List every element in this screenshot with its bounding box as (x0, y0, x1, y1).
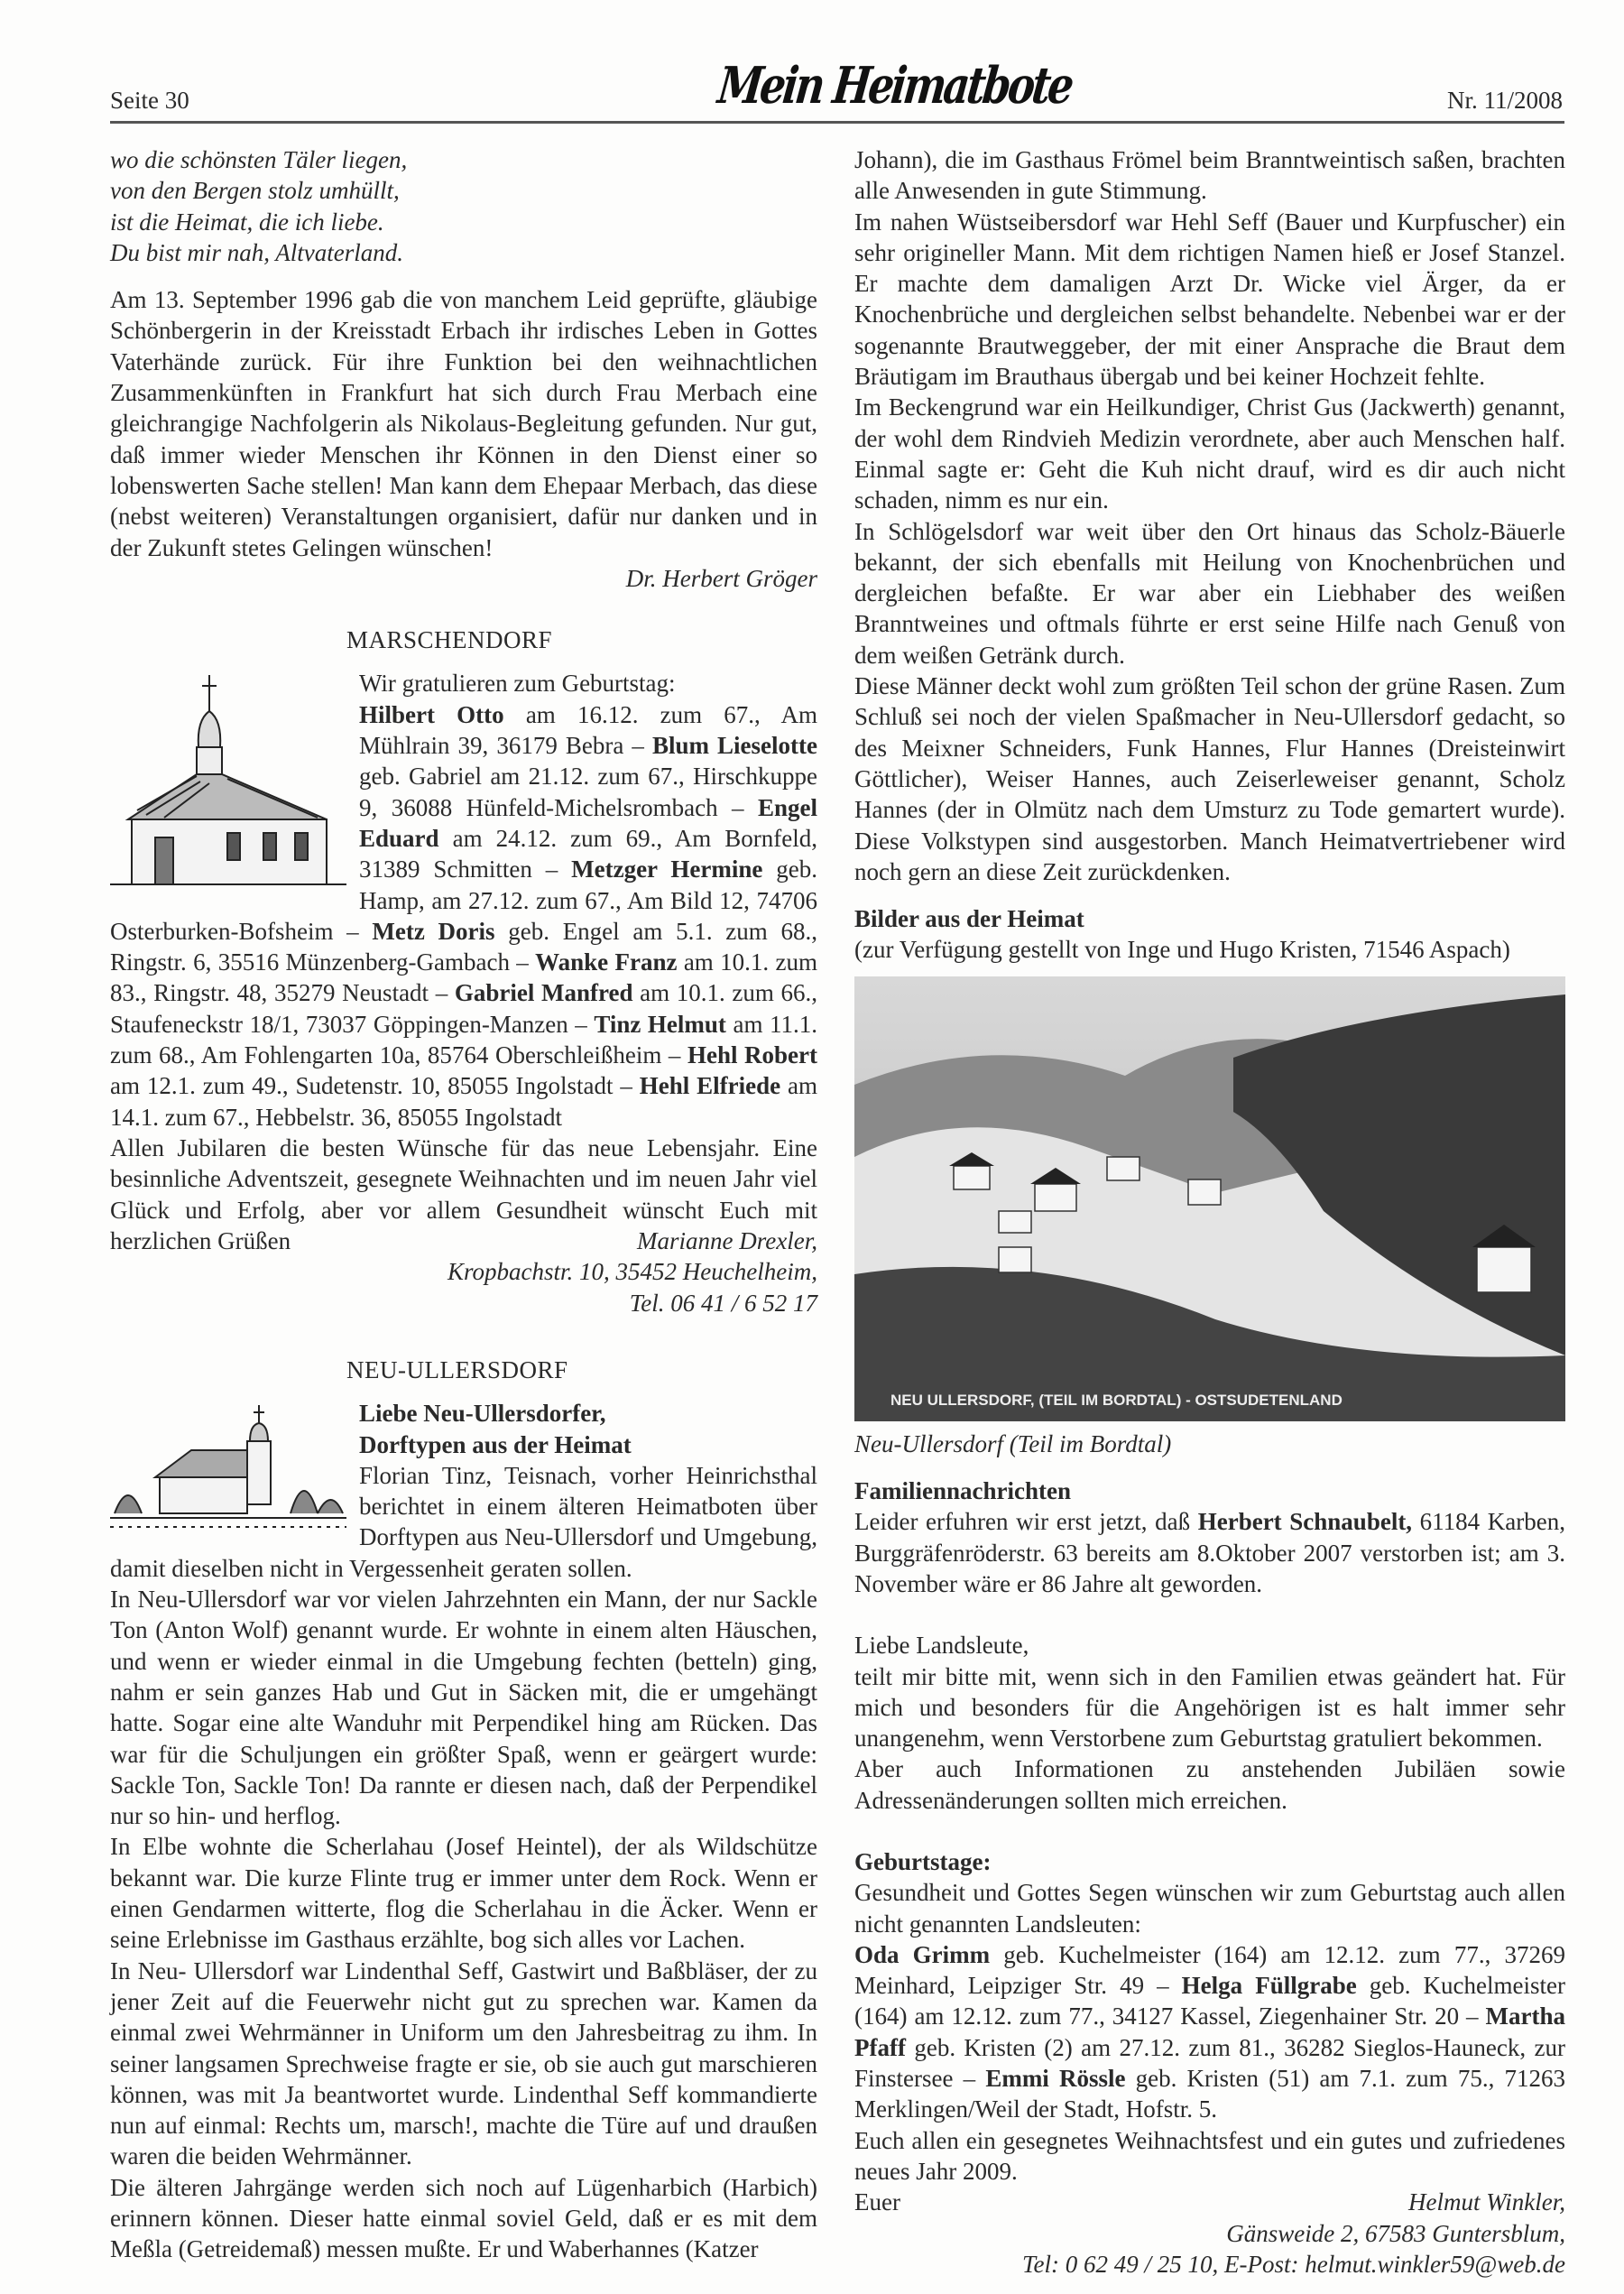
page-number: Seite 30 (110, 87, 189, 114)
paragraph (854, 671, 1565, 887)
issue-number: Nr. 11/2008 (1447, 87, 1563, 114)
text-run: am 12.1. zum 49., Sudetenstr. 10, 85055 Ingolstadt – (110, 1072, 640, 1100)
church-illustration (110, 675, 346, 892)
person-name: Tinz Helmut (594, 1010, 726, 1038)
text-run: In Schlögelsdorf war weit über den Ort hinaus das Scholz-Bäuerle bekannt, der sich ebenfalls mit Heilung von Knochenbrüchen und dergleichen befaßte. Er war aber ein Liebhaber des weißen Branntweines und oftmals führte er erst seine Hilfe nach Genuß von dem weißen Getränk durch. (854, 517, 1565, 669)
text-run: Euch allen ein gesegnetes Weihnachtsfest und ein gutes und zufriedenes neues Jahr 2009. (854, 2126, 1565, 2185)
text-run: geb. Kristen (2) am 27.12. zum 81., 36282 Sieglos-Hauneck, zur Finstersee – (854, 2033, 1565, 2093)
text-run: In Neu-Ullersdorf war vor vielen Jahrzehnten ein Mann, der nur Sackle Ton (Anton Wolf) genannt wurde. Er wohnte in einem alten Häuschen, und wenn er wieder einmal in die Umgebung fechten (betteln) ging, nahm er sein ganzes Hab und Gut in Säcken mit, die er umgehängt hatte. Sogar eine alte Wanduhr mit Perpendikel hing am Rücken. Das war für die Schuljungen ein größter Spaß, wenn er geärgert wurde: Sackle Ton, Sackle Ton! Da rannte er diesen nach, daß der Perpendikel nur so hin- und herflog. (110, 1586, 817, 1830)
text-run: In Elbe wohnte die Scherlahau (Josef Heintel), der als Wildschütze bekannt war. Die kurze Flinte trug er immer unter dem Rock. Wenn er einen Gendarmen witterte, flog die Scherlahau in die Äcker. Wenn er seine Erlebnisse im Gasthaus erzählte, bog sich alles vor Lachen. (110, 1833, 817, 1954)
text-run: Aber auch Informationen zu anstehenden Jubiläen sowie Adressenänderungen sollten mich erreichen. (854, 1755, 1565, 1814)
person-name: Wanke Franz (535, 948, 678, 976)
text-run: Im Beckengrund war ein Heilkundiger, Christ Gus (Jackwerth) genannt, der wohl dem Rindvieh Medizin verordnete, aber auch Menschen half. Einmal sagte er: Geht die Kuh nicht drauf, wird es dir auch nicht schaden, nimm es nur ein. (854, 393, 1565, 514)
text-run: Johann), die im Gasthaus Frömel beim Branntweintisch saßen, brachten alle Anwesenden in gute Stimmung. (854, 146, 1565, 205)
pictures-credit: (zur Verfügung gestellt von Inge und Hugo Kristen, 71546 Aspach) (854, 936, 1510, 964)
text-run: geb. Gabriel am 21.12. zum 67., Hirschkuppe 9, 36088 Hünfeld-Michelsrombach – (359, 763, 817, 821)
person-name: Metz Doris (372, 917, 495, 945)
poem (110, 144, 817, 268)
text-run: geb. Engel am 5.1. zum 68., Ringstr. 6, 35516 Münzenberg-Gambach – (110, 917, 817, 976)
signature-address: Gänsweide 2, 67583 Guntersblum, (1226, 2219, 1565, 2247)
left-column (110, 144, 817, 2265)
text-run: 61184 Karben, Burggräfenröderstr. 63 bereits am 8.Oktober 2007 verstorben ist; am 3. November wäre er 86 Jahre alt geworden. (854, 1508, 1565, 1597)
header-rule (110, 121, 1564, 124)
person-name: Oda Grimm (854, 1940, 991, 1968)
person-name: Hehl Elfriede (639, 1072, 781, 1100)
text-run: Diese Männer deckt wohl zum größten Teil schon der grüne Rasen. Zum Schluß sei noch der vielen Spaßmacher in Neu-Ullersdorf gedacht, so des Meixner Schneiders, Funk Hannes, Flur Hannes (Dreisteinwirt Göttlicher), Weiser Hannes, auch Zeiserleweiser genannt, Scholz Hannes (der in Olmütz nach dem Umsturz zu Tode gemartert wurde). Diese Volkstypen sind ausgestorben. Manch Heimatvertriebener wird noch gern an diese Zeit zurückdenken. (854, 672, 1565, 885)
text-run: geb. Hamp, am 27.12. zum 67., Am Bild 12, 74706 Osterburken-Bofsheim – (110, 856, 817, 945)
text-run: Wir gratulieren zum Geburtstag: (359, 670, 676, 698)
text-run: teilt mir bitte mit, wenn sich in den Familien etwas geändert hat. Für mich und besonders für die Angehörigen ist es halt immer sehr unangenehm, wenn Verstorbene zum Geburtstag gratuliert bekommen. (854, 1662, 1565, 1753)
person-name: Hehl Robert (687, 1041, 817, 1069)
person-name: Hilbert Otto (359, 700, 504, 728)
text-run: am 10.1. zum 66., Staufeneckstr 18/1, 73037 Göppingen-Manzen – (110, 979, 817, 1038)
signature-name: Marianne Drexler, (637, 1227, 817, 1255)
article-title: Liebe Neu-Ullersdorfer, (359, 1400, 606, 1428)
paragraph (854, 207, 1565, 393)
photo-label: NEU ULLERSDORF, (TEIL IM BORDTAL) - OSTSUDETENLAND (890, 1391, 1343, 1409)
family-news-heading: Familiennachrichten (854, 1477, 1071, 1505)
text-run: am 10.1. zum 83., Ringstr. 48, 35279 Neustadt – (110, 948, 817, 1007)
article-title: Dorftypen aus der Heimat (359, 1430, 632, 1458)
paragraph (854, 1939, 1565, 2125)
person-name: Helga Füllgrabe (1181, 1972, 1357, 2000)
closing: Euer (854, 2188, 900, 2216)
text-run: am 24.12. zum 69., Am Bornfeld, 31389 Schmitten – (359, 824, 817, 883)
text-run: In Neu- Ullersdorf war Lindenthal Seff, Gastwirt und Baßbläser, der zu jener Zeit auf die Feuerwehr nicht gut zu sprechen war. Kamen da einmal zwei Wehrmänner in Uniform um den Jahresbeitrag zu ihm. In seiner langsamen Sprechweise fragte er sie, ob sie auch gut marschieren können, was mit Ja beantwortet wurde. Lindenthal Seff kommandierte nun auf einmal: Rechts um, marsch!, machte die Türe auf und draußen waren die beiden Wehrmänner. (110, 1956, 817, 2170)
text-run: Leider erfuhren wir erst jetzt, daß (854, 1508, 1198, 1536)
person-name: Metzger Hermine (571, 856, 763, 883)
intro-article (110, 284, 817, 563)
paragraph (854, 1661, 1565, 1754)
poem-line: von den Bergen stolz umhüllt, (110, 177, 400, 205)
text-run: geb. Kuchelmeister (164) am 12.12. zum 77., 34127 Kassel, Ziegenhainer Str. 20 – (854, 1972, 1565, 2030)
poem-line: ist die Heimat, die ich liebe. (110, 208, 384, 236)
village-photo (854, 976, 1565, 1421)
paragraph (110, 1584, 817, 1831)
person-name: Blum Lieselotte (651, 732, 817, 760)
pictures-heading: Bilder aus der Heimat (854, 905, 1084, 933)
dorftypen-continued (854, 144, 1565, 887)
text-run: Im nahen Wüstseibersdorf war Hehl Seff (Bauer und Kurpfuscher) ein sehr origineller Mann. Mit dem richtigen Namen hieß er Josef Stanzel. Er machte dem damaligen Arzt Dr. Wicke viel Ärger, da er Knochenbrüche und dergleichen selbst behandelte. Nebenbei war er der sogenannte Brautweggeber, der mit einer Ansprache die Braut dem Bräutigam im Brauthaus übergab und bei keiner Hochzeit fehlte. (854, 208, 1565, 391)
paragraph (110, 1831, 817, 1955)
person-name: Emmi Rössle (985, 2065, 1126, 2093)
text-run: Die älteren Jahrgänge werden sich noch auf Lügenharbich (Harbich) erinnern können. Dieser hatte einmal soviel Geld, daß er es mit dem Meßla (Getreidemaß) messen mußte. Er und Waberhannes (Katzer (110, 2173, 817, 2263)
text-run: Florian Tinz, Teisnach, vorher Heinrichsthal berichtet in einem älteren Heimatboten über Dorftypen aus Neu-Ullersdorf und Umgebung, damit dieselben nicht in Vergessenheit geraten sollen. (110, 1461, 817, 1582)
birthdays-list (854, 1877, 1565, 2187)
masthead-logo: Mein Heimatbote (715, 56, 1075, 116)
village-church-illustration (110, 1405, 346, 1531)
text-run: geb. Kristen (51) am 7.1. zum 75., 71263 Merklingen/Weil der Stadt, Hofstr. 5. (854, 2065, 1565, 2123)
person-name: Martha Pfaff (854, 2003, 1565, 2061)
photo-caption: Neu-Ullersdorf (Teil im Bordtal) (854, 1429, 1172, 1457)
birthdays-heading: Geburtstage: (854, 1847, 992, 1875)
signature-contact: Tel: 0 62 49 / 25 10, E-Post: helmut.winkler59@web.de (1021, 2250, 1565, 2278)
signature-address: Kropbachstr. 10, 35452 Heuchelheim, (448, 1258, 817, 1286)
signature-phone: Tel. 06 41 / 6 52 17 (629, 1289, 817, 1317)
paragraph (110, 284, 817, 563)
paragraph (854, 1753, 1565, 1816)
text-run: am 11.1. zum 68., Am Fohlengarten 10a, 85764 Oberschleißheim – (110, 1010, 817, 1069)
poem-line: Du bist mir nah, Altvaterland. (110, 238, 404, 266)
paragraph (854, 144, 1565, 207)
intro-author: Dr. Herbert Gröger (625, 564, 817, 592)
right-column (854, 144, 1565, 2280)
section-heading-neu-ullersdorf: NEU-ULLERSDORF (346, 1355, 568, 1383)
text-run: Allen Jubilaren die besten Wünsche für das neue Lebensjahr. Eine besinnliche Adventszeit, gesegnete Weihnachten und im neuen Jahr viel Glück und Erfolg, aber vor allem Gesundheit wünscht Euch mit herzlichen Grüßen (110, 1133, 817, 1254)
poem-line: wo die schönsten Täler liegen, (110, 146, 408, 173)
section-heading-marschendorf: MARSCHENDORF (346, 626, 553, 654)
paragraph (854, 2125, 1565, 2188)
text-run: am 14.1. zum 67., Hebbelstr. 36, 85055 Ingolstadt (110, 1072, 817, 1131)
paragraph (110, 2172, 817, 2265)
paragraph (110, 1956, 817, 2172)
text-run: geb. Kuchelmeister (164) am 12.12. zum 77., 37269 Meinhard, Leipziger Str. 49 – (854, 1940, 1565, 2000)
death-notice (854, 1506, 1565, 1599)
request-text (854, 1661, 1565, 1816)
paragraph (854, 1877, 1565, 1939)
paragraph (854, 392, 1565, 515)
paragraph (854, 516, 1565, 671)
text-run: Am 13. September 1996 gab die von manchem Leid geprüfte, gläubige Schönbergerin in der Kreisstadt Erbach ihr irdisches Leben in Gottes Vaterhände zurück. Für ihre Funktion bei den weihnachtlichen Zusammenkünften in Frankfurt hat sich durch Frau Merbach eine gleichrangige Nachfolgerin als Nikolaus-Begleitung gefunden. Nur gut, daß immer wieder Menschen ihr Können in den Dienst einer so lobenswerten Sache stellen! Man kann dem Ehepaar Merbach, das diese (nebst weiteren) Veranstaltungen organisiert, dafür nur danken und in der Zukunft stetes Gelingen wünschen! (110, 286, 817, 561)
text-run: Gesundheit und Gottes Segen wünschen wir zum Geburtstag auch allen nicht genannten Landsleuten: (854, 1879, 1565, 1938)
person-name: Engel Eduard (359, 793, 817, 852)
signature-name: Helmut Winkler, (1408, 2188, 1565, 2216)
person-name: Gabriel Manfred (454, 979, 633, 1007)
greeting: Liebe Landsleute, (854, 1632, 1029, 1660)
paragraph (854, 1506, 1565, 1599)
neu-ullersdorf-article (110, 1460, 817, 2265)
person-name: Herbert Schnaubelt, (1197, 1508, 1413, 1536)
text-run: am 16.12. zum 67., Am Mühlrain 39, 36179 Bebra – (359, 700, 817, 760)
